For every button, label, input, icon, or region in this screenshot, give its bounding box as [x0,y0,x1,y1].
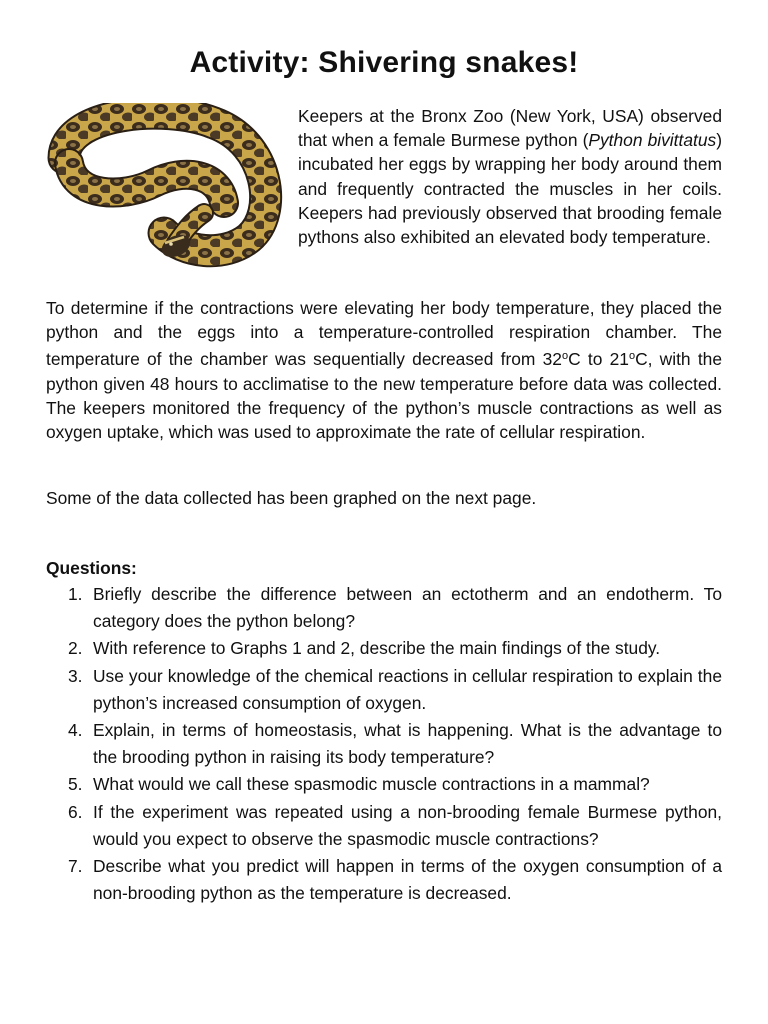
method-text-c: C, with the python given 48 hours to acclimatise to the new temperature before data was collected. The keepers monitored the frequency of the python’s muscle contractions as well as oxygen uptake, which was used to approximate the rate of cellular respiration. [46,349,722,443]
question-item [46,717,722,771]
intro-paragraph [298,104,722,249]
method-text-a: To determine if the contractions were elevating her body temperature, they placed the python and the eggs into a temperature-controlled respiration chamber. The temperature of the chamber was sequentially decreased from 32 [46,298,722,370]
degree-symbol: o [628,350,636,363]
question-number: 3. [68,665,83,686]
question-number: 1. [68,584,83,604]
intro-text-part1: Keepers at the Bronx Zoo (New York, USA) observed that when a female Burmese python ( [298,106,722,151]
question-item [46,853,722,907]
page-title: Activity: Shivering snakes! [189,46,579,79]
question-text: What would we call these spasmodic muscle contractions in a mammal? [93,774,650,795]
question-text: Use your knowledge of the chemical reactions in cellular respiration to explain the python’s increased consumption of oxygen. [93,665,722,713]
method-text-b: C to 21 [568,349,629,370]
question-text: Briefly describe the difference between an ectotherm and an endotherm. To category does the python belong? [93,584,722,632]
question-text: Describe what you predict will happen in terms of the oxygen consumption of a non-brooding python as the temperature is decreased. [93,856,722,904]
question-number: 7. [68,856,83,877]
question-item [46,771,722,798]
question-item [46,663,722,717]
question-number: 2. [68,638,83,659]
question-item [46,635,722,662]
method-paragraph [46,296,722,444]
question-item [46,581,722,635]
question-number: 6. [68,801,83,822]
intro-text-part2: ) incubated her eggs by wrapping her body around them and frequently contracted the muscles in her coils. Keepers had previously observed that brooding female pythons also exhibited an elevated body temperature. [298,130,722,248]
question-item [46,799,722,853]
question-text: If the experiment was repeated using a non-brooding female Burmese python, would you expect to observe the spasmodic muscle contractions? [93,801,722,849]
python-snake-illustration [44,103,284,268]
questions-list [46,581,722,907]
question-number: 5. [68,774,83,795]
question-text: With reference to Graphs 1 and 2, describe the main findings of the study. [93,638,661,659]
questions-heading: Questions: [46,558,137,578]
data-note-paragraph: Some of the data collected has been graphed on the next page. [46,488,537,508]
degree-symbol: o [561,350,569,363]
python-snake-image [44,103,284,268]
species-name: Python bivittatus [588,130,717,151]
question-text: Explain, in terms of homeostasis, what is happening. What is the advantage to the brooding python in raising its body temperature? [93,720,722,768]
question-number: 4. [68,720,83,741]
